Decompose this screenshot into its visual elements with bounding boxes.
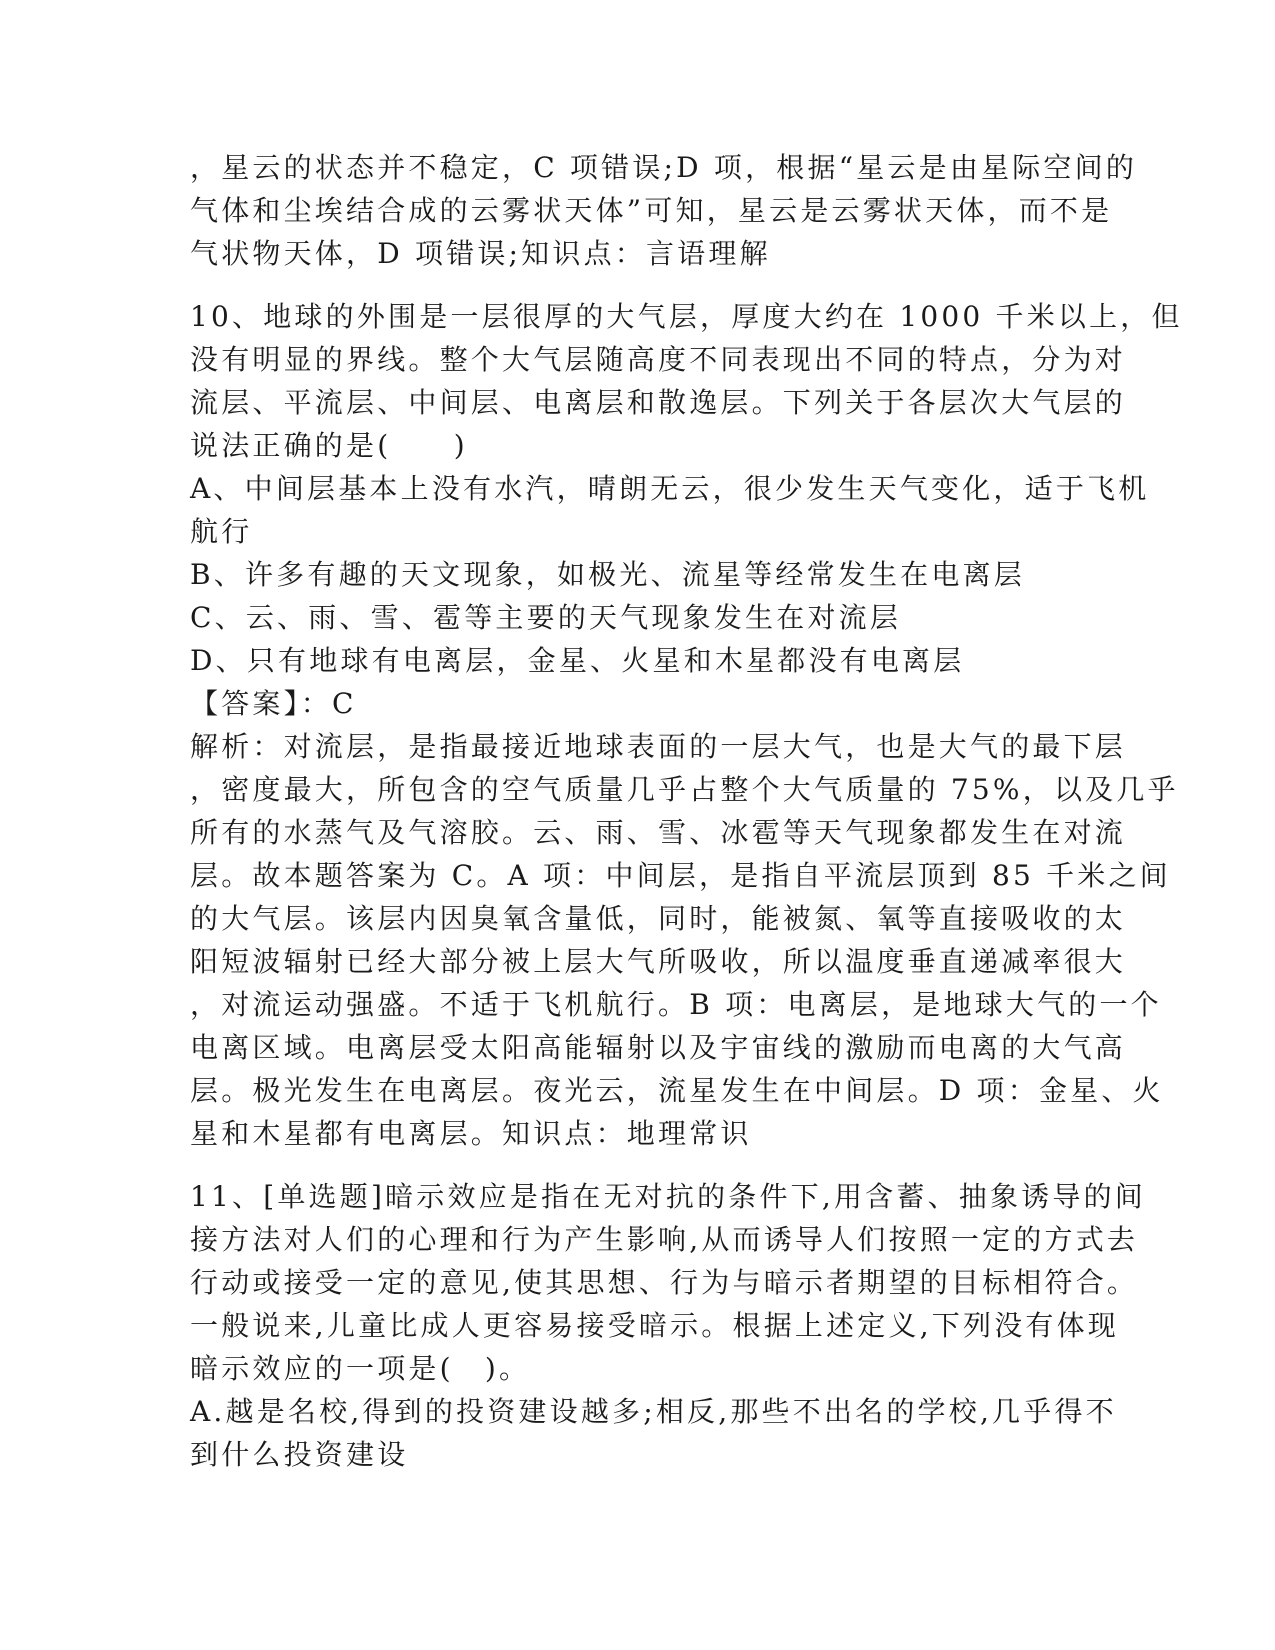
- explanation-line: 阳短波辐射已经大部分被上层大气所吸收，所以温度垂直递减率很大: [190, 945, 1127, 978]
- explanation-line: 层。极光发生在电离层。夜光云，流星发生在中间层。D 项：金星、火: [190, 1074, 1164, 1107]
- explanation-line: 星和木星都有电离层。知识点：地理常识: [190, 1117, 752, 1150]
- question-stem-line: 说法正确的是( ): [190, 429, 468, 462]
- question-11: [190, 1175, 1146, 1476]
- question-stem-line: 没有明显的界线。整个大气层随高度不同表现出不同的特点，分为对: [190, 343, 1127, 376]
- option-d: D、只有地球有电离层，金星、火星和木星都没有电离层: [190, 644, 965, 677]
- text-line: 气体和尘埃结合成的云雾状天体”可知，星云是云雾状天体，而不是: [190, 194, 1113, 227]
- paragraph-spacer: [190, 1155, 1090, 1175]
- question-stem-line: 一般说来,儿童比成人更容易接受暗示。根据上述定义,下列没有体现: [190, 1309, 1120, 1342]
- question-10: [190, 295, 1183, 1155]
- explanation-line: ，密度最大，所包含的空气质量几乎占整个大气质量的 75%，以及几乎: [190, 773, 1179, 806]
- text-line: ，星云的状态并不稳定，C 项错误;D 项，根据“星云是由星际空间的: [190, 151, 1138, 184]
- option-a-continued: 航行: [190, 515, 253, 548]
- option-b: B、许多有趣的天文现象，如极光、流星等经常发生在电离层: [190, 558, 1025, 591]
- explanation-line: 的大气层。该层内因臭氧含量低，同时，能被氮、氧等直接吸收的太: [190, 902, 1127, 935]
- explanation-line: 所有的水蒸气及气溶胶。云、雨、雪、冰雹等天气现象都发生在对流: [190, 816, 1127, 849]
- text-line: 气状物天体，D 项错误;知识点：言语理解: [190, 237, 771, 270]
- answer-line: 【答案】：C: [190, 687, 357, 720]
- question-stem-line: 11、[单选题]暗示效应是指在无对抗的条件下,用含蓄、抽象诱导的间: [190, 1180, 1146, 1213]
- option-c: C、云、雨、雪、雹等主要的天气现象发生在对流层: [190, 601, 902, 634]
- option-a: A、中间层基本上没有水汽，晴朗无云，很少发生天气变化，适于飞机: [190, 472, 1150, 505]
- paragraph-q9-explanation-tail: [190, 146, 1138, 275]
- option-a-continued: 到什么投资建设: [190, 1438, 409, 1471]
- paragraph-spacer: [190, 275, 1090, 295]
- explanation-line: 解析：对流层，是指最接近地球表面的一层大气，也是大气的最下层: [190, 730, 1127, 763]
- explanation-line: 层。故本题答案为 C。A 项：中间层，是指自平流层顶到 85 千米之间: [190, 859, 1171, 892]
- option-a: A.越是名校,得到的投资建设越多;相反,那些不出名的学校,几乎得不: [190, 1395, 1117, 1428]
- question-stem-line: 暗示效应的一项是( )。: [190, 1352, 531, 1385]
- question-stem-line: 接方法对人们的心理和行为产生影响,从而诱导人们按照一定的方式去: [190, 1223, 1139, 1256]
- explanation-line: 电离区域。电离层受太阳高能辐射以及宇宙线的激励而电离的大气高: [190, 1031, 1127, 1064]
- document-content: [190, 146, 1183, 1476]
- question-stem-line: 行动或接受一定的意见,使其思想、行为与暗示者期望的目标相符合。: [190, 1266, 1139, 1299]
- explanation-line: ，对流运动强盛。不适于飞机航行。B 项：电离层，是地球大气的一个: [190, 988, 1162, 1021]
- question-stem-line: 10、地球的外围是一层很厚的大气层，厚度大约在 1000 千米以上，但: [190, 300, 1183, 333]
- question-stem-line: 流层、平流层、中间层、电离层和散逸层。下列关于各层次大气层的: [190, 386, 1127, 419]
